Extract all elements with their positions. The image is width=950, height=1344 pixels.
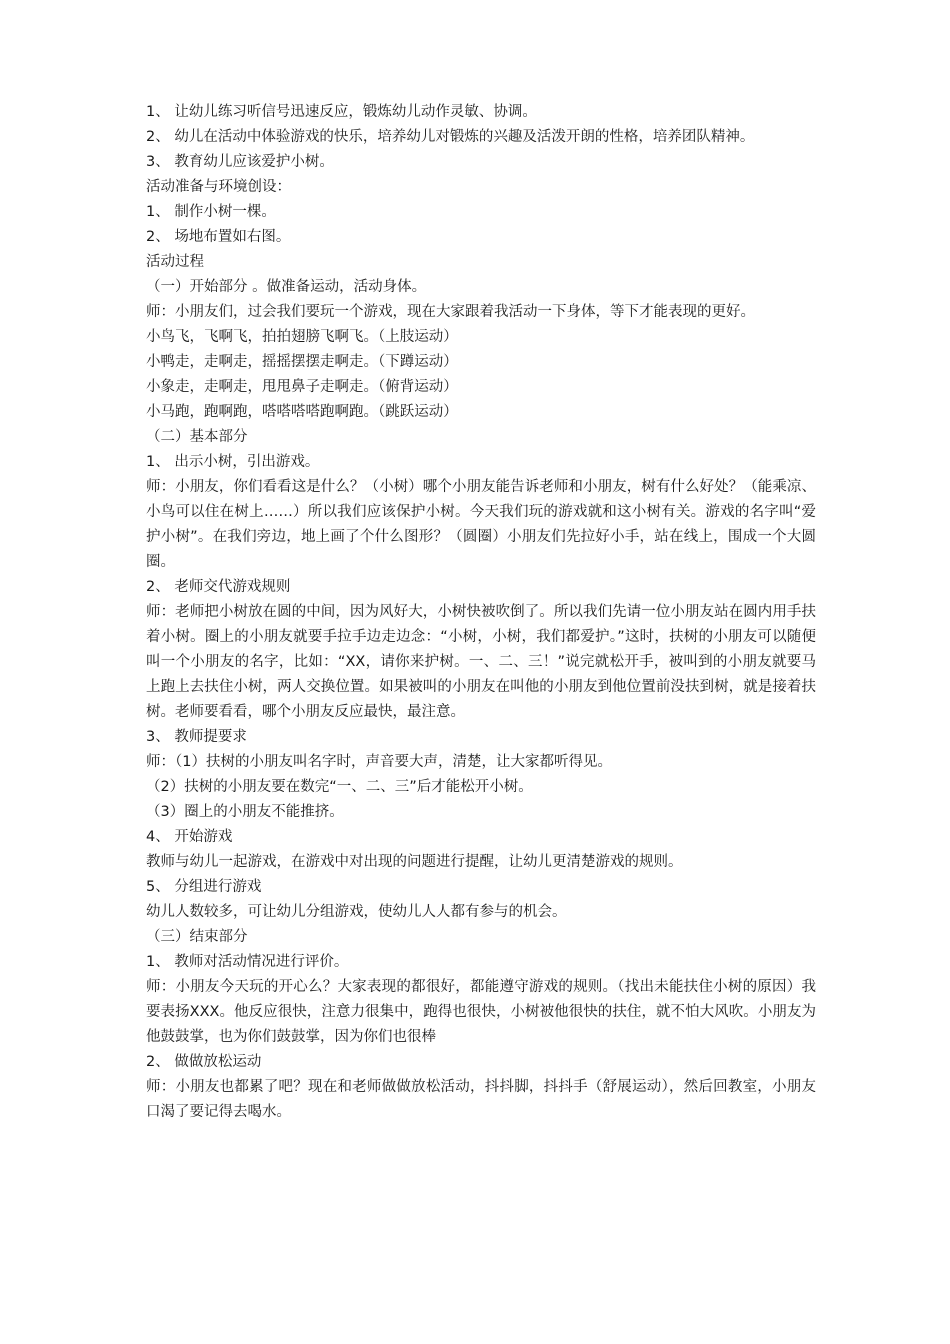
warmup-line-4: 小马跑，跑啊跑，嗒嗒嗒嗒跑啊跑。（跳跃运动） <box>146 404 458 420</box>
warmup-line-2: 小鸭走，走啊走，摇摇摆摆走啊走。（下蹲运动） <box>146 354 458 370</box>
part-3-heading: （三）结束部分 <box>146 929 248 945</box>
part-1-heading: （一）开始部分 。做准备运动，活动身体。 <box>146 279 427 295</box>
section-heading-preparation: 活动准备与环境创设： <box>146 179 291 195</box>
section-heading-process: 活动过程 <box>146 254 204 270</box>
step-2-paragraph: 师：老师把小树放在圆的中间，因为风好大，小树快被吹倒了。所以我们先请一位小朋友站在圆内用手扶着小树。圈上的小朋友就要手拉手边走边念：“小树，小树，我们都爱护。”这时，扶树的小朋友可以随便叫一个小朋友的名字，比如：“XX，请你来护树。一、二、三！”说完就松开手，被叫到的小朋友就要马上跑上去扶住小树，两人交换位置。如果被叫的小朋友在叫他的小朋友到他位置前没扶到树，就是接着扶树。老师要看看，哪个小朋友反应最快，最注意。 <box>146 604 816 720</box>
end-step-2-paragraph: 师：小朋友也都累了吧？现在和老师做做放松活动，抖抖脚，抖抖手（舒展运动），然后回教室，小朋友口渴了要记得去喝水。 <box>146 1079 816 1120</box>
part-2-heading: （二）基本部分 <box>146 429 248 445</box>
step-4-paragraph: 教师与幼儿一起游戏，在游戏中对出现的问题进行提醒，让幼儿更清楚游戏的规则。 <box>146 854 683 870</box>
step-5-heading: 5、 分组进行游戏 <box>146 879 262 895</box>
step-1-heading: 1、 出示小树，引出游戏。 <box>146 454 320 470</box>
prep-item-1: 1、 制作小树一棵。 <box>146 204 276 220</box>
end-step-1-heading: 1、 教师对活动情况进行评价。 <box>146 954 349 970</box>
requirement-3: （3）圈上的小朋友不能推挤。 <box>146 804 344 820</box>
requirement-2: （2）扶树的小朋友要在数完“一、二、三”后才能松开小树。 <box>146 779 533 795</box>
warmup-line-3: 小象走，走啊走，甩甩鼻子走啊走。（俯背运动） <box>146 379 458 395</box>
step-1-paragraph: 师：小朋友，你们看看这是什么？（小树）哪个小朋友能告诉老师和小朋友，树有什么好处？（能乘凉、小鸟可以住在树上……）所以我们应该保护小树。今天我们玩的游戏就和这小树有关。游戏的名字叫“爱护小树”。在我们旁边，地上画了个什么图形？（圆圈）小朋友们先拉好小手，站在线上，围成一个大圆圈。 <box>146 479 816 570</box>
end-step-2-heading: 2、 做做放松运动 <box>146 1054 262 1070</box>
prep-item-2: 2、 场地布置如右图。 <box>146 229 291 245</box>
warmup-line-1: 小鸟飞，飞啊飞，拍拍翅膀飞啊飞。（上肢运动） <box>146 329 458 345</box>
step-3-heading: 3、 教师提要求 <box>146 729 247 745</box>
step-4-heading: 4、 开始游戏 <box>146 829 233 845</box>
step-2-heading: 2、 老师交代游戏规则 <box>146 579 291 595</box>
teacher-intro-paragraph: 师：小朋友们，过会我们要玩一个游戏，现在大家跟着我活动一下身体，等下才能表现的更好。 <box>146 304 755 320</box>
goal-1: 1、 让幼儿练习听信号迅速反应，锻炼幼儿动作灵敏、协调。 <box>146 104 537 120</box>
end-step-1-paragraph: 师：小朋友今天玩的开心么？大家表现的都很好，都能遵守游戏的规则。（找出未能扶住小树的原因）我要表扬XXX。他反应很快，注意力很集中，跑得也很快，小树被他很快的扶住，就不怕大风吹。小朋友为他鼓鼓掌，也为你们鼓鼓掌，因为你们也很棒 <box>146 979 816 1045</box>
step-5-paragraph: 幼儿人数较多，可让幼儿分组游戏，使幼儿人人都有参与的机会。 <box>146 904 567 920</box>
document-body <box>146 100 816 1125</box>
goal-2: 2、 幼儿在活动中体验游戏的快乐，培养幼儿对锻炼的兴趣及活泼开朗的性格，培养团队精神。 <box>146 129 755 145</box>
goal-3: 3、 教育幼儿应该爱护小树。 <box>146 154 334 170</box>
requirement-1: 师：（1）扶树的小朋友叫名字时，声音要大声，清楚，让大家都听得见。 <box>146 754 612 770</box>
